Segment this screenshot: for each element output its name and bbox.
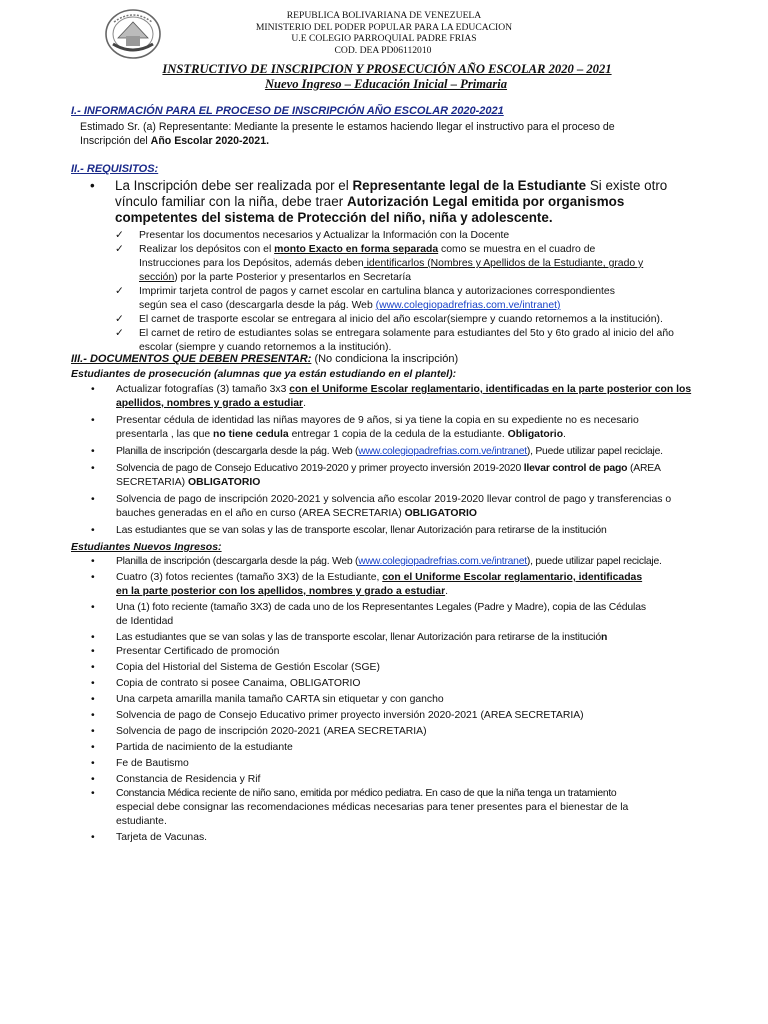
- check-text: escolar (siempre y cuando retornemos a la institución).: [139, 342, 392, 353]
- item-text: Presentar Certificado de promoción: [116, 646, 280, 657]
- intro-line-2: [80, 134, 700, 148]
- bullet-icon: •: [90, 178, 95, 193]
- checkmark-icon: ✓: [115, 314, 124, 325]
- item-text: Las estudiantes que se van solas y las de transporte escolar, llenar Autorización para retirarse de la institución: [116, 525, 607, 536]
- header-country: REPUBLICA BOLIVARIANA DE VENEZUELA: [286, 10, 482, 21]
- list-item: [91, 787, 741, 829]
- req-text: Si existe otro: [586, 178, 668, 193]
- item-line: [116, 462, 741, 476]
- intranet-link[interactable]: www.colegiopadrefrias.com.ve/intranet: [358, 556, 527, 567]
- bullet-icon: •: [91, 446, 95, 457]
- item-bold: no tiene cedula: [213, 429, 289, 440]
- list-item: [91, 462, 741, 490]
- item-text: Fe de Bautismo: [116, 758, 189, 769]
- item-text: Solvencia de pago de Consejo Educativo primer proyecto inversión 2020-2021 (AREA SECRETARIA): [116, 710, 584, 721]
- bullet-icon: •: [91, 726, 95, 737]
- list-item: [91, 571, 741, 599]
- item-text: de Identidad: [116, 616, 174, 627]
- check-text: Imprimir tarjeta control de pagos y carnet escolar en cartulina blanca y autorizaciones correspondientes: [139, 286, 615, 297]
- item-bold: en la parte posterior con los apellidos, nombres y grado a estudiar: [116, 586, 446, 597]
- item-line: [116, 555, 741, 569]
- item-text: presentarla , las que: [116, 429, 214, 440]
- bullet-icon: •: [91, 774, 95, 785]
- item-text: Planilla de inscripción (descargarla desde la pág. Web (: [116, 446, 359, 457]
- item-text: bauches generadas en el año en curso (AREA SECRETARIA): [116, 508, 405, 519]
- list-item: [91, 645, 741, 659]
- req-bold: Autorización Legal emitida por organismos: [347, 194, 625, 209]
- checkmark-icon: ✓: [115, 230, 124, 241]
- section-3-heading: [71, 353, 458, 366]
- item-line: [116, 383, 741, 397]
- new-students-list: [91, 555, 741, 845]
- bullet-icon: •: [91, 556, 95, 567]
- list-item: [91, 831, 741, 845]
- item-text: Solvencia de pago de inscripción 2020-2021 (AREA SECRETARIA): [116, 726, 427, 737]
- check-text: Presentar los documentos necesarios y Actualizar la Información con la Docente: [139, 230, 510, 241]
- check-text: ) por la parte Posterior y presentarlos en Secretaría: [174, 272, 412, 283]
- item-bold: con el Uniforme Escolar reglamentario, identificadas: [382, 572, 643, 583]
- check-text: El carnet de trasporte escolar se entregara al inicio del año escolar(siempre y cuando retornemos a la institución).: [139, 314, 663, 325]
- item-line: [116, 571, 741, 585]
- check-underlined: sección: [139, 272, 175, 283]
- req-bold: Representante legal de la Estudiante: [352, 178, 587, 193]
- req-text: La Inscripción debe ser realizada por el: [115, 178, 353, 193]
- intranet-link[interactable]: (www.colegiopadrefrias.com.ve/intranet): [375, 300, 561, 311]
- section-1-heading: I.- INFORMACIÓN PARA EL PROCESO DE INSCRIPCIÓN AÑO ESCOLAR 2020-2021: [71, 105, 504, 117]
- item-text: estudiante.: [116, 816, 167, 827]
- item-text: entregar 1 copia de la cedula de la estudiante.: [288, 429, 508, 440]
- list-item: [91, 493, 741, 521]
- item-bold: OBLIGATORIO: [187, 477, 261, 488]
- header-ministry: MINISTERIO DEL PODER POPULAR PARA LA EDUCACION: [255, 21, 513, 33]
- bullet-icon: •: [91, 602, 95, 613]
- check-item: [115, 327, 725, 355]
- item-text: Copia de contrato si posee Canaima, OBLIGATORIO: [116, 678, 361, 689]
- item-text: Presentar cédula de identidad las niñas mayores de 9 años, si ya tiene la copia en su expediente no es necesario: [116, 415, 639, 426]
- item-text: Una (1) foto reciente (tamaño 3X3) de cada uno de los Representantes Legales (Padre y Madre), copia de las Cédulas: [116, 602, 646, 613]
- item-bold: n: [600, 632, 608, 643]
- req-line-1: [115, 178, 691, 194]
- list-item: [91, 414, 741, 442]
- check-line: [139, 257, 725, 271]
- item-line: [116, 428, 741, 442]
- list-item: [91, 383, 741, 411]
- req-text: vínculo familiar con la niña, debe traer: [115, 194, 348, 209]
- list-item: [91, 445, 741, 459]
- item-text: Copia del Historial del Sistema de Gestión Escolar (SGE): [116, 662, 380, 673]
- new-students-heading: Estudiantes Nuevos Ingresos:: [71, 541, 222, 553]
- section-2-heading: II.- REQUISITOS:: [71, 163, 159, 175]
- check-text: El carnet de retiro de estudiantes solas se entregara solamente para estudiantes del 5to y 6to grado al inicio del año: [139, 328, 674, 339]
- check-line: [139, 271, 725, 285]
- item-text: Una carpeta amarilla manila tamaño CARTA sin etiquetar y con gancho: [116, 694, 444, 705]
- check-text: según sea el caso (descargarla desde la pág. Web: [139, 300, 376, 311]
- list-item: [91, 524, 741, 538]
- req-line-3: [115, 210, 691, 226]
- section-1-body: [80, 120, 700, 148]
- item-text: .: [303, 398, 306, 409]
- item-line: [116, 585, 741, 599]
- item-text: Constancia Médica reciente de niño sano, emitida por médico pediatra. En caso de que la niña tenga un tratamiento: [116, 788, 617, 799]
- bullet-icon: •: [91, 384, 95, 395]
- section-3-note: (No condiciona la inscripción): [311, 353, 459, 365]
- list-item: [91, 709, 741, 723]
- item-text: Actualizar fotografías (3) tamaño 3x3: [116, 384, 290, 395]
- bullet-icon: •: [91, 494, 95, 505]
- intro-text: Inscripción del: [80, 135, 151, 147]
- title-main: INSTRUCTIVO DE INSCRIPCION Y PROSECUCIÓN AÑO ESCOLAR 2020 – 2021: [162, 62, 612, 76]
- item-text: ), puede utilizar papel reciclaje.: [526, 556, 662, 567]
- check-item: [115, 229, 725, 243]
- continuing-students-list: [91, 383, 741, 538]
- item-text: ), Puede utilizar papel reciclaje.: [526, 446, 663, 457]
- item-text: .: [563, 429, 566, 440]
- item-text: Solvencia de pago de inscripción 2020-2021 y solvencia año escolar 2019-2020 llevar control de pago y transferencias o: [116, 494, 672, 505]
- item-bold: llevar control de pago: [523, 463, 628, 474]
- continuing-students-heading: Estudiantes de prosecución (alumnas que ya están estudiando en el plantel):: [71, 368, 457, 380]
- check-text: Realizar los depósitos con el: [139, 244, 275, 255]
- list-item: [91, 725, 741, 739]
- item-text: Constancia de Residencia y Rif: [116, 774, 261, 785]
- list-item: [91, 693, 741, 707]
- bullet-icon: •: [91, 742, 95, 753]
- title-subtitle: Nuevo Ingreso – Educación Inicial – Primaria: [264, 76, 508, 91]
- bullet-icon: •: [91, 694, 95, 705]
- bullet-icon: •: [91, 832, 95, 843]
- bullet-icon: •: [91, 678, 95, 689]
- req-line-2: [115, 194, 691, 210]
- list-item: [91, 601, 741, 629]
- bullet-icon: •: [91, 788, 95, 799]
- bullet-icon: •: [91, 415, 95, 426]
- item-line: [116, 445, 741, 459]
- header-code: COD. DEA PD06112010: [334, 45, 432, 57]
- bullet-icon: •: [91, 646, 95, 657]
- bullet-icon: •: [91, 572, 95, 583]
- institution-header: [0, 10, 768, 57]
- intranet-link[interactable]: www.colegiopadrefrias.com.ve/intranet: [358, 446, 527, 457]
- item-line: [116, 397, 741, 411]
- list-item: [91, 631, 741, 645]
- item-bold: con el Uniforme Escolar reglamentario, identificadas en la parte posterior con los: [289, 384, 692, 395]
- item-text: .: [445, 586, 449, 597]
- document-title: [0, 62, 768, 91]
- item-text: Planilla de inscripción (descargarla desde la pág. Web (: [116, 556, 359, 567]
- item-bold: OBLIGATORIO: [404, 508, 477, 519]
- bullet-icon: •: [91, 710, 95, 721]
- item-text: (AREA: [627, 463, 661, 474]
- list-item: [91, 773, 741, 787]
- item-text: SECRETARIA): [116, 477, 188, 488]
- list-item: [91, 741, 741, 755]
- item-text: Partida de nacimiento de la estudiante: [116, 742, 293, 753]
- requirement-main-text: [115, 178, 691, 226]
- bullet-icon: •: [91, 632, 95, 643]
- req-bold: competentes del sistema de Protección del niño, niña y adolescente.: [115, 210, 553, 225]
- item-bold: apellidos, nombres y grado a estudiar: [116, 398, 304, 409]
- item-line: [116, 631, 741, 645]
- check-bold: monto Exacto en forma separada: [274, 244, 439, 255]
- bullet-icon: •: [91, 463, 95, 474]
- check-item: [115, 313, 725, 327]
- check-line: [139, 243, 725, 257]
- list-item: [91, 661, 741, 675]
- section-3-title: III.- DOCUMENTOS QUE DEBEN PRESENTAR:: [71, 353, 312, 365]
- bullet-icon: •: [91, 662, 95, 673]
- intro-line-1: Estimado Sr. (a) Representante: Mediante la presente le estamos haciendo llegar el instructivo para el proceso de: [80, 121, 615, 133]
- item-text: Cuatro (3) fotos recientes (tamaño 3X3) de la Estudiante,: [116, 572, 383, 583]
- list-item: [91, 555, 741, 569]
- check-line: [139, 299, 725, 313]
- list-item: [91, 677, 741, 691]
- item-line: [116, 507, 741, 521]
- item-text: especial debe consignar las recomendaciones médicas necesarias para tener presentes para el bienestar de la: [116, 802, 629, 813]
- header-school: U.E COLEGIO PARROQUIAL PADRE FRIAS: [291, 33, 477, 45]
- item-text: Las estudiantes que se van solas y las de transporte escolar, llenar Autorización para retirarse de la institució: [116, 632, 601, 643]
- item-bold: Obligatorio: [507, 429, 564, 440]
- item-text: Tarjeta de Vacunas.: [116, 832, 208, 843]
- requirements-checklist: [115, 229, 725, 355]
- item-text: Solvencia de pago de Consejo Educativo 2019-2020 y primer proyecto inversión 2019-2020: [116, 463, 524, 474]
- check-underlined: identificarlos (Nombres y Apellidos de la Estudiante, grado y: [363, 258, 644, 269]
- check-item: [115, 285, 725, 313]
- check-text: Instrucciones para los Depósitos, además deben: [139, 258, 364, 269]
- bullet-icon: •: [91, 758, 95, 769]
- check-item: [115, 243, 725, 285]
- checkmark-icon: ✓: [115, 244, 124, 255]
- check-text: como se muestra en el cuadro de: [438, 244, 596, 255]
- checkmark-icon: ✓: [115, 328, 124, 339]
- list-item: [91, 757, 741, 771]
- item-line: [116, 476, 741, 490]
- checkmark-icon: ✓: [115, 286, 124, 297]
- bullet-icon: •: [91, 525, 95, 536]
- intro-year: Año Escolar 2020-2021.: [150, 135, 270, 147]
